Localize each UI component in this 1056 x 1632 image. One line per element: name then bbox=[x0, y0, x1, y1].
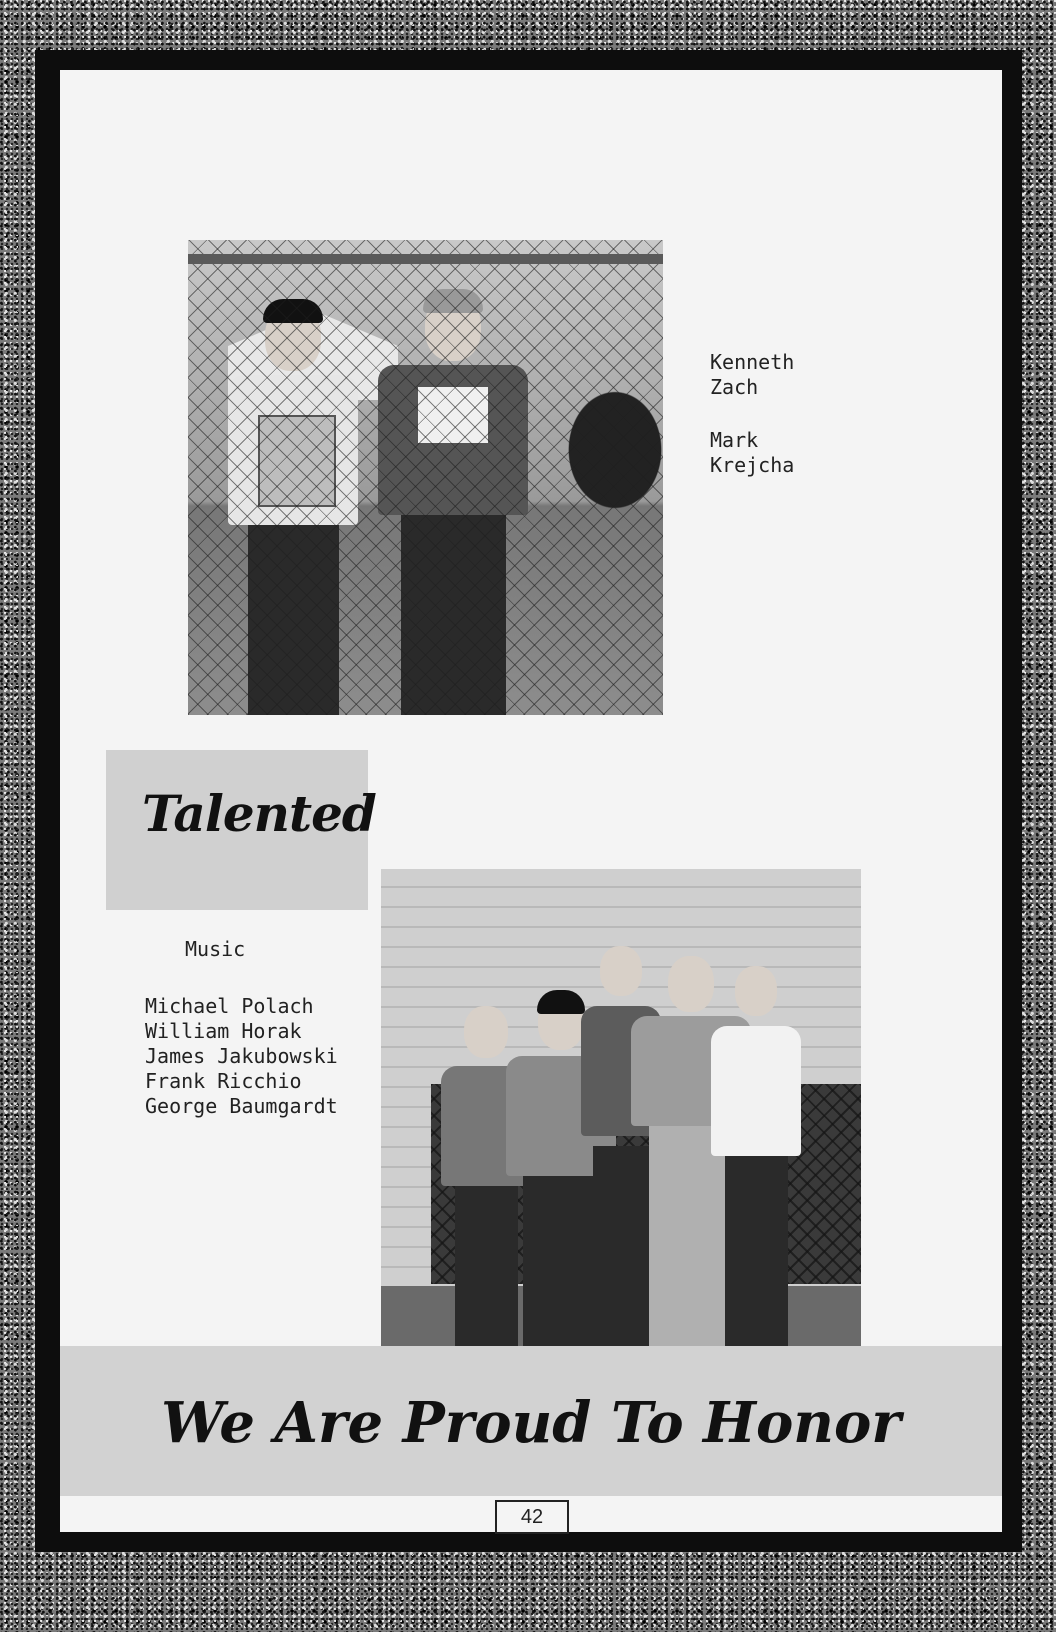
page-number: 42 bbox=[495, 1500, 569, 1534]
banner-title: We Are Proud To Honor bbox=[161, 1390, 901, 1456]
honor-banner bbox=[60, 1346, 1002, 1496]
yearbook-page bbox=[60, 70, 1002, 1532]
music-members-list bbox=[145, 994, 338, 1119]
list-item: James Jakubowski bbox=[145, 1044, 338, 1068]
honoree-first-name-1: Kenneth bbox=[710, 350, 795, 374]
music-group-photo bbox=[381, 869, 861, 1346]
music-category-label: Music bbox=[185, 937, 246, 961]
talented-heading-box bbox=[106, 750, 376, 910]
list-item: George Baumgardt bbox=[145, 1094, 338, 1118]
list-item: William Horak bbox=[145, 1019, 302, 1043]
honoree-last-name-1: Zach bbox=[710, 375, 759, 399]
honorees-names bbox=[710, 350, 794, 478]
honorees-photo bbox=[188, 240, 663, 715]
honoree-last-name-2: Krejcha bbox=[710, 453, 795, 477]
group-member bbox=[711, 966, 801, 1346]
talented-heading: Talented bbox=[142, 784, 376, 843]
list-item: Michael Polach bbox=[145, 994, 314, 1018]
honoree-first-name-2: Mark bbox=[710, 428, 759, 452]
list-item: Frank Ricchio bbox=[145, 1069, 302, 1093]
